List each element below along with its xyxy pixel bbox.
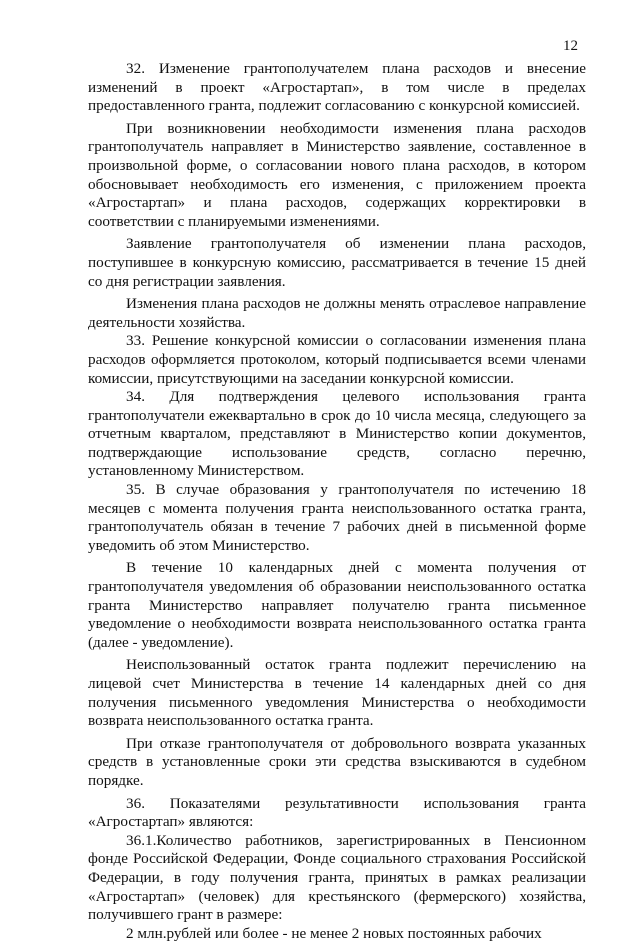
paragraph-35: 35. В случае образования у грантополучателя по истечению 18 месяцев с момента получения гранта неиспользованного остатка гранта, грантополучатель обязан в течение 7 рабочих дней в письменной форме уведомить об этом Министерство. xyxy=(88,481,586,554)
document-body xyxy=(88,60,586,943)
paragraph-34: 34. Для подтверждения целевого использования гранта грантополучатели ежеквартально в срок до 10 числа месяца, следующего за отчетным кварталом, представляют в Министерство копии документов, подтверждающие использование средств, согласно перечню, установленному Министерством. xyxy=(88,388,586,480)
paragraph-36: 36. Показателями результативности использования гранта «Агростартап» являются: xyxy=(88,794,586,831)
paragraph: Изменения плана расходов не должны менять отраслевое направление деятельности хозяйства. xyxy=(88,295,586,331)
paragraph-36-1: 36.1.Количество работников, зарегистрированных в Пенсионном фонде Российской Федерации, Фонде социального страхования Российской Федерации, в году получения гранта, принятых в рамках реализации «Агростартап» (человек) для крестьянского (фермерского) хозяйства, получившего грант в размере: xyxy=(88,831,586,924)
paragraph: Заявление грантополучателя об изменении плана расходов, поступившее в конкурсную комиссию, рассматривается в течение 15 дней со дня регистрации заявления. xyxy=(88,235,586,290)
paragraph: В течение 10 календарных дней с момента получения от грантополучателя уведомления об образовании неиспользованного остатка гранта Министерство направляет получателю гранта письменное уведомление о необходимости возврата неиспользованного остатка гранта (далее - уведомление). xyxy=(88,559,586,651)
paragraph-33: 33. Решение конкурсной комиссии о согласовании изменения плана расходов оформляется протоколом, который подписывается всеми членами комиссии, присутствующими на заседании конкурсной комиссии. xyxy=(88,332,586,387)
paragraph: При возникновении необходимости изменения плана расходов грантополучатель направляет в Министерство заявление, составленное в произвольной форме, о согласовании нового плана расходов, в котором обосновывает необходимость его изменения, с приложением проекта «Агростартап» и плана расходов, содержащих корректировки в соответствии с планируемыми изменениями. xyxy=(88,119,586,230)
page-number: 12 xyxy=(563,38,578,54)
paragraph-32: 32. Изменение грантополучателем плана расходов и внесение изменений в проект «Агростартап», в том числе в пределах предоставленного гранта, подлежит согласованию с конкурсной комиссией. xyxy=(88,60,586,115)
paragraph: При отказе грантополучателя от добровольного возврата указанных средств в установленные сроки эти средства взыскиваются в судебном порядке. xyxy=(88,734,586,789)
paragraph: 2 млн.рублей или более - не менее 2 новых постоянных рабочих xyxy=(126,924,542,942)
paragraph: Неиспользованный остаток гранта подлежит перечислению на лицевой счет Министерства в течение 14 календарных дней со дня получения письменного уведомления Министерства о необходимости возврата неиспользованного остатка гранта. xyxy=(88,656,586,730)
